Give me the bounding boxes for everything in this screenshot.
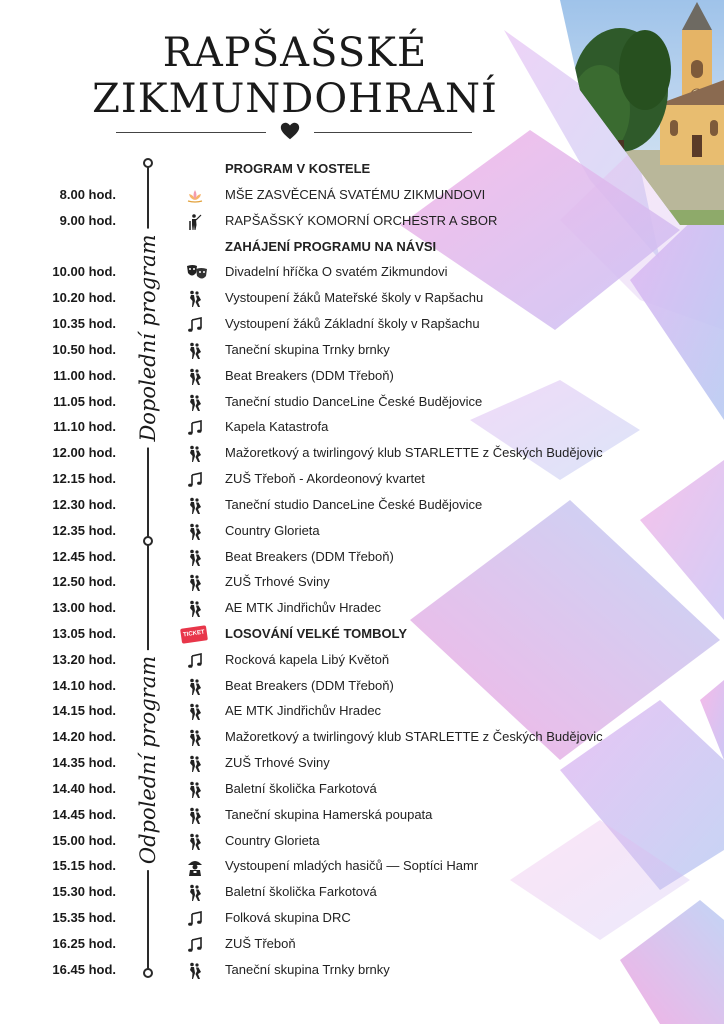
dancers-icon: [185, 496, 205, 516]
list-item: [0, 699, 724, 725]
music-note-icon: [185, 470, 205, 490]
event-name: Vystoupení mladých hasičů — Soptíci Hamr: [225, 858, 479, 874]
ticket-icon: [181, 625, 207, 645]
event-name: ZAHÁJENÍ PROGRAMU NA NÁVSI: [225, 238, 437, 254]
dancers-icon: [185, 780, 205, 800]
event-time: 12.15 hod.: [52, 471, 116, 486]
event-name: ZUŠ Třeboň - Akordeonový kvartet: [225, 471, 425, 486]
event-time: 12.30 hod.: [52, 496, 116, 512]
event-name: Vystoupení žáků Mateřské školy v Rapšachu: [225, 290, 484, 306]
dancers-icon: [185, 599, 205, 619]
list-item: [0, 260, 724, 286]
section-heading: [0, 235, 724, 261]
event-time: 14.10 hod.: [52, 677, 116, 693]
event-name: MŠE ZASVĚCENÁ SVATÉMU ZIKMUNDOVI: [225, 186, 486, 202]
dancers-icon: [185, 702, 205, 722]
list-item: [0, 493, 724, 519]
list-item: [0, 570, 724, 596]
event-time: 10.35 hod.: [52, 316, 116, 331]
event-name: PROGRAM V KOSTELE: [225, 161, 371, 176]
music-note-icon: [185, 315, 205, 335]
lotus-icon: [185, 186, 205, 206]
event-time: 10.00 hod.: [52, 264, 116, 280]
event-time: 15.30 hod.: [52, 884, 116, 900]
title-rule-right: [314, 132, 472, 133]
dancers-icon: [185, 522, 205, 542]
music-note-icon: [185, 909, 205, 929]
event-name: Rocková kapela Libý Květoň: [225, 651, 390, 667]
event-name: Mažoretkový a twirlingový klub STARLETTE z Českých Budějovic: [225, 445, 603, 461]
dancers-icon: [185, 444, 205, 464]
list-item: [0, 622, 724, 648]
section-label-afternoon: Odpolední program: [136, 650, 160, 870]
event-name: ZUŠ Trhové Sviny: [225, 574, 330, 590]
list-item: [0, 338, 724, 364]
list-item: [0, 467, 724, 493]
dancers-icon: [185, 677, 205, 697]
list-item: [0, 829, 724, 855]
dancers-icon: [185, 367, 205, 387]
event-time: 10.50 hod.: [52, 341, 116, 357]
dancers-icon: [185, 289, 205, 309]
ticket-label: TICKET: [180, 625, 208, 643]
event-name: Beat Breakers (DDM Třeboň): [225, 367, 394, 383]
list-item: [0, 183, 724, 209]
event-time: 11.10 hod.: [53, 419, 116, 435]
event-time: 9.00 hod.: [59, 212, 116, 228]
event-name: Country Glorieta: [225, 522, 320, 538]
event-name: Beat Breakers (DDM Třeboň): [225, 548, 394, 564]
event-time: 13.00 hod.: [52, 600, 116, 616]
dancers-icon: [185, 341, 205, 361]
title-rule-left: [116, 132, 266, 133]
list-item: [0, 415, 724, 441]
dancers-icon: [185, 754, 205, 774]
list-item: [0, 648, 724, 674]
list-item: [0, 674, 724, 700]
event-time: 14.45 hod.: [52, 806, 116, 822]
dancers-icon: [185, 393, 205, 413]
theater-masks-icon: [185, 263, 205, 283]
conductor-icon: [185, 212, 205, 232]
event-time: 14.20 hod.: [52, 729, 116, 745]
music-note-icon: [185, 418, 205, 438]
dancers-icon: [185, 832, 205, 852]
event-name: ZUŠ Třeboň: [225, 935, 296, 951]
event-time: 11.00 hod.: [53, 367, 116, 383]
list-item: [0, 880, 724, 906]
dancers-icon: [185, 883, 205, 903]
event-time: 11.05 hod.: [53, 393, 116, 409]
dancers-icon: [185, 961, 205, 981]
list-item: [0, 958, 724, 984]
list-item: [0, 596, 724, 622]
firefighter-icon: [185, 857, 205, 877]
list-item: [0, 441, 724, 467]
event-time: 14.35 hod.: [52, 755, 116, 771]
event-time: 15.35 hod.: [52, 910, 116, 926]
list-item: [0, 751, 724, 777]
event-name: Vystoupení žáků Základní školy v Rapšachu: [225, 316, 480, 331]
list-item: [0, 854, 724, 880]
list-item: [0, 906, 724, 932]
list-item: [0, 932, 724, 958]
list-item: [0, 364, 724, 390]
event-name: Taneční studio DanceLine České Budějovice: [225, 393, 483, 409]
page-title-line-1: RAPŠAŠSKÉ: [162, 30, 428, 76]
event-name: Country Glorieta: [225, 832, 320, 848]
event-time: 15.00 hod.: [52, 832, 116, 848]
event-name: LOSOVÁNÍ VELKÉ TOMBOLY: [225, 625, 408, 641]
section-label-morning: Dopolední program: [136, 228, 160, 447]
list-item: [0, 286, 724, 312]
event-name: Baletní školička Farkotová: [225, 884, 377, 900]
list-item: [0, 803, 724, 829]
event-name: Mažoretkový a twirlingový klub STARLETTE z Českých Budějovic: [225, 729, 603, 745]
list-item: [0, 312, 724, 338]
event-name: AE MTK Jindřichův Hradec: [225, 600, 382, 616]
event-name: Folková skupina DRC: [225, 910, 351, 926]
dancers-icon: [185, 806, 205, 826]
section-heading: [0, 157, 724, 183]
event-time: 15.15 hod.: [52, 858, 116, 874]
dancers-icon: [185, 728, 205, 748]
event-time: 16.45 hod.: [52, 961, 116, 977]
event-name: Taneční skupina Trnky brnky: [225, 341, 390, 357]
event-name: Kapela Katastrofa: [225, 419, 329, 435]
list-item: [0, 519, 724, 545]
event-name: Taneční skupina Hamerská poupata: [225, 806, 433, 822]
music-note-icon: [185, 651, 205, 671]
event-name: Taneční studio DanceLine České Budějovice: [225, 496, 483, 512]
event-time: 13.05 hod.: [52, 625, 116, 641]
dancers-icon: [185, 573, 205, 593]
list-item: [0, 725, 724, 751]
event-time: 8.00 hod.: [59, 186, 116, 202]
event-time: 12.35 hod.: [52, 522, 116, 538]
event-time: 16.25 hod.: [52, 935, 116, 951]
heart-icon: [279, 120, 301, 142]
event-name: Beat Breakers (DDM Třeboň): [225, 677, 394, 693]
event-time: 12.00 hod.: [52, 445, 116, 461]
list-item: [0, 777, 724, 803]
event-time: 10.20 hod.: [52, 290, 116, 306]
event-time: 13.20 hod.: [52, 651, 116, 667]
list-item: [0, 390, 724, 416]
dancers-icon: [185, 548, 205, 568]
event-time: 12.50 hod.: [52, 574, 116, 590]
list-item: [0, 545, 724, 571]
event-name: Divadelní hříčka O svatém Zikmundovi: [225, 264, 448, 280]
event-name: AE MTK Jindřichův Hradec: [225, 703, 382, 719]
page-title-line-2: ZIKMUNDOHRANÍ: [92, 76, 498, 122]
event-name: ZUŠ Trhové Sviny: [225, 755, 330, 771]
event-time: 12.45 hod.: [52, 548, 116, 564]
event-name: Taneční skupina Trnky brnky: [225, 961, 390, 977]
event-time: 14.15 hod.: [52, 703, 116, 719]
music-note-icon: [185, 935, 205, 955]
event-name: RAPŠAŠSKÝ KOMORNÍ ORCHESTR A SBOR: [225, 212, 498, 228]
event-time: 14.40 hod.: [52, 780, 116, 796]
event-name: Baletní školička Farkotová: [225, 780, 377, 796]
list-item: [0, 209, 724, 235]
